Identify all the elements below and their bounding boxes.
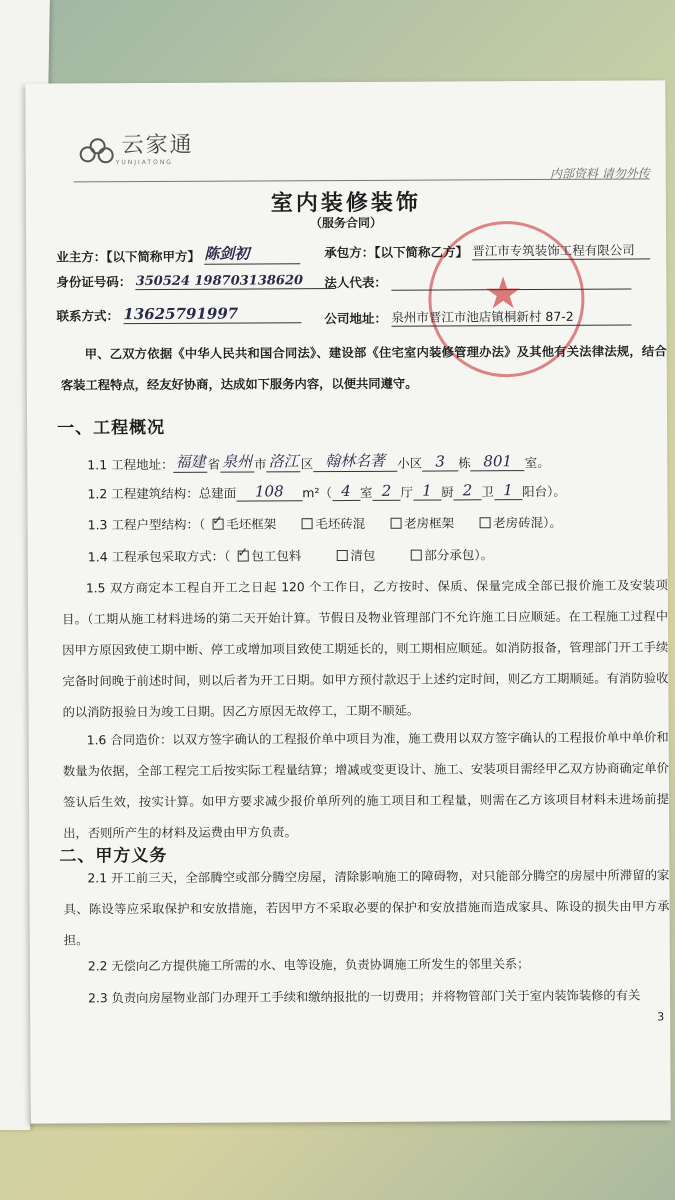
option-old-frame: 老房框架 (404, 515, 455, 531)
kitchens-value: 1 (413, 482, 441, 501)
intro-paragraph: 甲、乙双方依据《中华人民共和国合同法》、建设部《住宅室内装修管理办法》及其他有关法律法规，结合客装工程特点，经友好协商，达成如下服务内容，以便共同遵守。 (60, 344, 667, 393)
document-subtitle: （服务合同） (309, 215, 383, 231)
room-suffix: 室。 (524, 454, 550, 471)
option-labor-only: 清包 (350, 547, 376, 563)
logo-icon (76, 136, 116, 166)
document-title: 室内装修装饰 (270, 190, 421, 217)
baths-suffix: 卫 (481, 484, 495, 500)
owner-row (56, 242, 300, 265)
address-row (324, 307, 631, 328)
city-suffix: 市 (254, 456, 267, 472)
item-1-3-label: 1.3 工程户型结构：（ (87, 516, 206, 533)
internal-note: 内部资料 请勿外传 (549, 166, 650, 181)
address-label: 公司地址： (324, 310, 388, 327)
seal-star-icon: ★ (483, 268, 523, 320)
rooms-suffix: 室 (359, 484, 373, 500)
balconies-value: 1 (494, 481, 522, 500)
option-bare-frame: 毛坯框架 (226, 516, 277, 532)
checkbox-full-contract[interactable] (237, 551, 248, 562)
checkbox-partial-contract[interactable] (410, 550, 421, 561)
item-1-2 (87, 481, 565, 503)
province-value: 福建 (174, 451, 208, 473)
area-unit: m²（ (302, 485, 333, 501)
item-2-1: 2.1 开工前三天，全部腾空或部分腾空房屋，清除影响施工的障碍物，对只能部分腾空的房屋中所滞留的家具、陈设等应采取保护和安放措施，若因甲方不采取必要的保护和安放措施而造成家具、陈设的损失由甲方承担。 (63, 868, 670, 948)
checkbox-old-frame[interactable] (390, 518, 401, 529)
option-full-contract: 包工包料 (251, 548, 302, 564)
item-1-6: 1.6 合同造价：以双方签字确认的工程报价单中项目为准，施工费用以双方签字确认的工程报价单中单价和数量为依据，全部工程完工后按实际工程量结算；增减或变更设计、施工、安装项目需经甲乙双方协商确定单价签认后生效，按实计算。如甲方要求减少报价单所列的施工项目和工程量，则需在乙方该项目材料未进场前提出，否则所产生的材料及运费由甲方负责。 (62, 730, 670, 841)
community-suffix: 小区 (397, 455, 423, 471)
contact-row (56, 304, 301, 324)
rooms-value: 4 (332, 482, 360, 501)
page-number: 3 (657, 1010, 665, 1024)
contractor-value: 晋江市专筑装饰工程有限公司 (472, 240, 650, 260)
province-suffix: 省 (207, 456, 221, 472)
baths-value: 2 (453, 481, 481, 500)
company-logo (76, 132, 194, 167)
community-value: 翰林名著 (313, 450, 397, 472)
option-partial-contract: 部分承包）。 (424, 547, 494, 563)
owner-label: 业主方：【以下简称甲方】 (56, 248, 200, 265)
logo-text: 云家通 (121, 132, 194, 159)
option-old-brick: 老房砖混）。 (493, 514, 562, 531)
balconies-suffix: 阳台）。 (522, 483, 566, 500)
legal-rep-label: 法人代表： (324, 274, 387, 291)
item-1-5: 1.5 双方商定本工程自开工之日起 120 个工作日，乙方按时、保质、保量完成全部已报价施工及安装项目。（工期从施工材料进场的第二天开始计算。节假日及物业管理部门不允许施工日应顺延。在工程施工过程中因甲方原因致使工期中断、停工或增加项目致使工期延长的，则工期相应顺延。如消防报备，管理部门开工手续完备时间晚于前述时间，则以后者为开工日期。如甲方预付款迟于上述约定时间，则乙方工期顺延。有消防验收的以消防报验日为竣工日期。因乙方原因无故停工，工期不顺延。 (62, 578, 669, 720)
contract-page (25, 80, 670, 1123)
item-1-3 (88, 513, 562, 533)
id-label: 身份证号码： (56, 274, 132, 290)
checkbox-bare-brick[interactable] (301, 518, 312, 529)
checkbox-bare-frame[interactable] (212, 519, 223, 530)
room-value: 801 (471, 452, 525, 471)
item-2-3: 2.3 负责向房屋物业部门办理开工手续和缴纳报批的一切费用；并将物管部门关于室内装饰装修的有关 (88, 988, 641, 1006)
contractor-label: 承包方：【以下简称乙方】 (324, 244, 468, 261)
item-1-1 (87, 449, 550, 473)
halls-suffix: 厅 (400, 484, 414, 500)
checkbox-labor-only[interactable] (336, 550, 347, 561)
city-value: 泉州 (220, 450, 254, 472)
checkbox-old-brick[interactable] (479, 517, 490, 528)
owner-value: 陈剑初 (204, 242, 300, 265)
contractor-row (324, 240, 650, 261)
district-suffix: 区 (300, 456, 314, 472)
building-suffix: 栋 (458, 455, 471, 471)
item-2-2: 2.2 无偿向乙方提供施工所需的水、电等设施，负责协调施工所发生的邻里关系； (87, 957, 530, 974)
contact-value: 13625791997 (123, 304, 301, 324)
area-value: 108 (236, 482, 302, 501)
section1-heading: 一、工程概况 (57, 417, 166, 439)
address-value: 泉州市晋江市池店镇桐新村 87-2 (391, 307, 631, 327)
legal-rep-row (324, 272, 631, 292)
item-1-2-label: 1.2 工程建筑结构：总建面 (87, 485, 237, 502)
district-value: 洛江 (267, 450, 301, 472)
item-1-1-label: 1.1 工程地址： (87, 456, 174, 473)
kitchens-suffix: 厨 (440, 484, 454, 500)
id-row (56, 271, 335, 290)
id-value: 350524 198703138620 (136, 273, 336, 290)
logo-subtext: YUNJIATONG (115, 158, 173, 167)
item-1-4 (88, 545, 493, 565)
halls-value: 2 (372, 482, 400, 501)
section2-heading: 二、甲方义务 (59, 845, 168, 867)
building-value: 3 (422, 452, 458, 471)
item-1-4-label: 1.4 工程承包采取方式：（ (87, 548, 231, 565)
option-bare-brick: 毛坯砖混 (315, 515, 366, 532)
contact-label: 联系方式： (56, 308, 120, 324)
